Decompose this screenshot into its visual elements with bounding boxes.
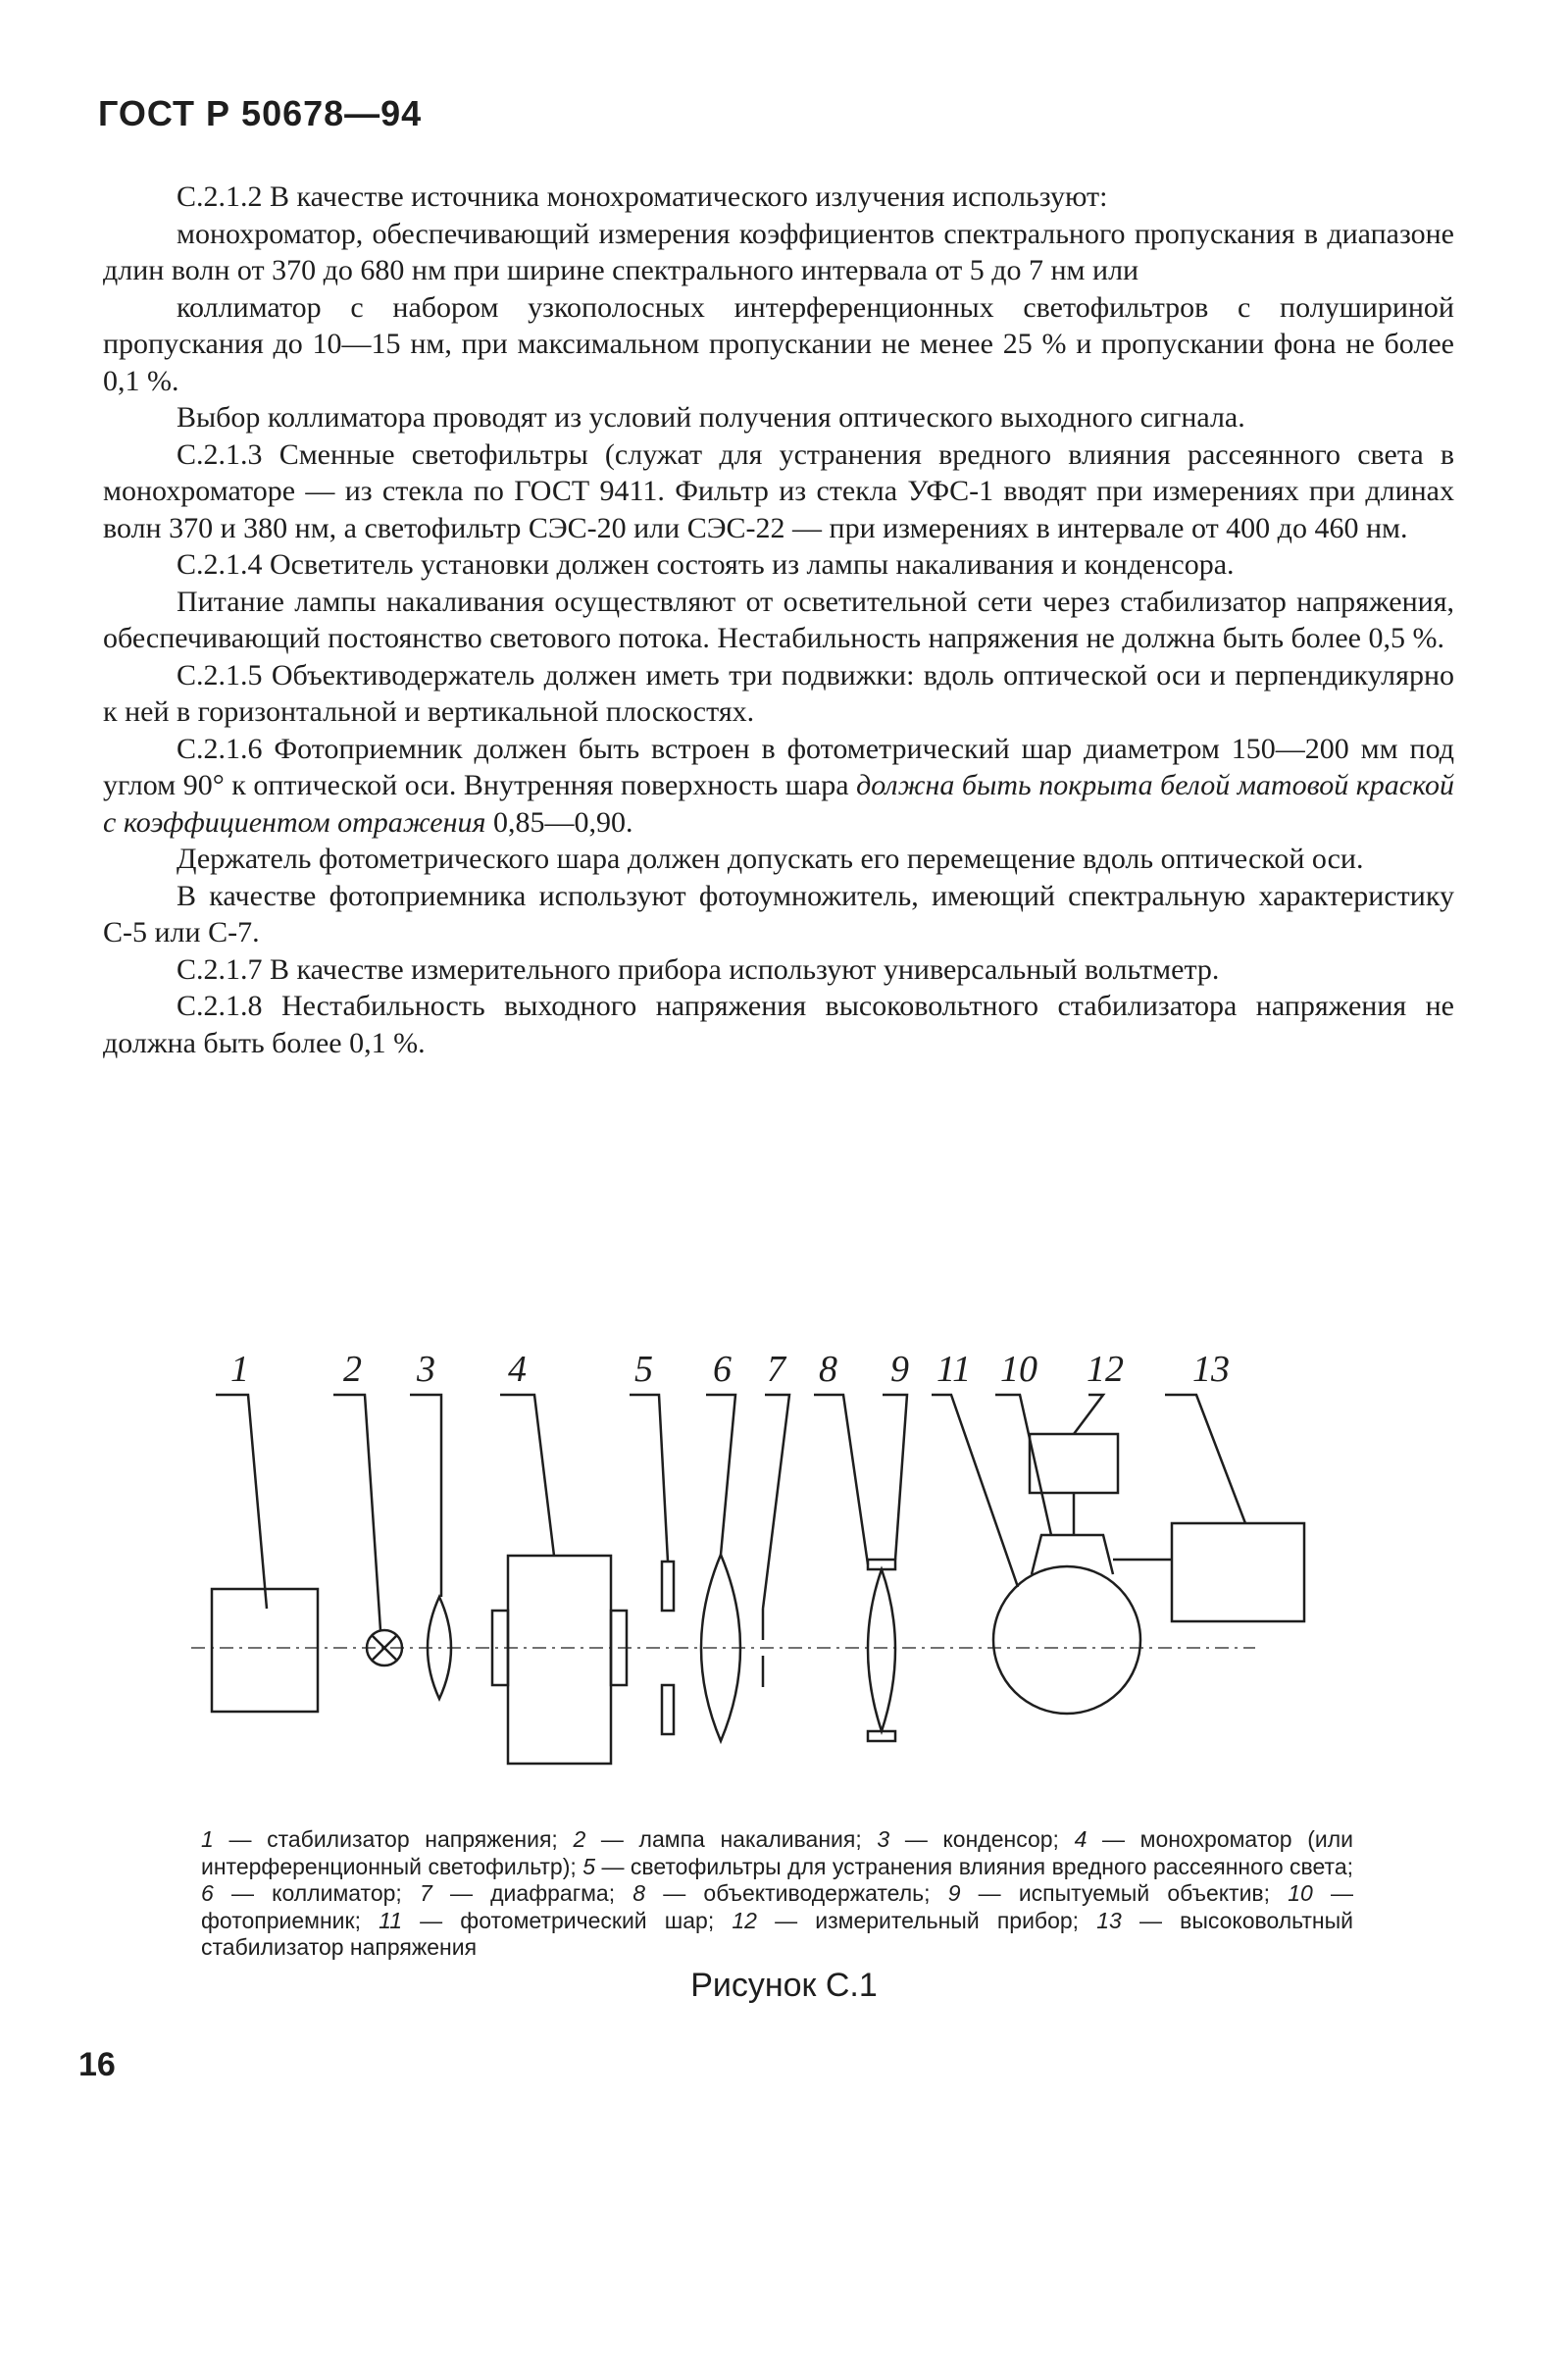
measuring-instrument-box xyxy=(1030,1434,1118,1493)
paragraph-photoreceiver xyxy=(103,731,1454,842)
callout-label-11: 11 xyxy=(936,1349,972,1390)
leader-line-3 xyxy=(410,1395,441,1597)
leader-line-6 xyxy=(706,1395,735,1555)
light-filter-upper xyxy=(662,1562,674,1611)
leader-line-8 xyxy=(814,1395,868,1564)
paragraph: С.2.1.7 В качестве измерительного прибора используют универсальный вольтметр. xyxy=(177,952,1220,986)
optical-setup-diagram xyxy=(177,1334,1373,1785)
caption-item-8: 8 — объективодержатель; xyxy=(632,1880,948,1906)
callout-label-13: 13 xyxy=(1192,1349,1230,1390)
paragraph: С.2.1.8 Нестабильность выходного напряжения высоковольтного стабилизатора напряжения не должна быть более 0,1 %. xyxy=(103,990,1454,1059)
paragraph: коллиматор с набором узкополосных интерференционных светофильтров с полушириной пропускания до 10—15 нм, при максимальном пропускании не менее 25 % и пропускании фона не более 0,1 %. xyxy=(103,290,1454,397)
paragraph: С.2.1.4 Осветитель установки должен состоять из лампы накаливания и конденсора. xyxy=(177,548,1235,581)
leader-line-7 xyxy=(763,1395,789,1609)
document-header: ГОСТ Р 50678—94 xyxy=(98,93,423,133)
caption-item-2: 2 — лампа накаливания; xyxy=(573,1826,878,1852)
leader-line-1 xyxy=(216,1395,267,1609)
paragraph: С.2.1.2 В качестве источника монохроматического излучения используют: xyxy=(177,180,1108,213)
caption-item-13: 13 — высоковольтный стабилизатор напряжения xyxy=(201,1907,1353,1960)
figure-title: Рисунок С.1 xyxy=(690,1967,878,2004)
photoreceiver-body xyxy=(1032,1535,1113,1574)
callout-label-2: 2 xyxy=(343,1349,362,1390)
page-number: 16 xyxy=(78,2046,116,2083)
paragraph-part-italic: должна быть покрыта белой матовой краской с коэффициентом отражения xyxy=(103,769,1454,839)
caption-item-7: 7 — диафрагма; xyxy=(419,1880,633,1906)
callout-label-8: 8 xyxy=(819,1349,837,1390)
leader-line-4 xyxy=(500,1395,554,1556)
leader-line-13 xyxy=(1165,1395,1245,1523)
optical-setup-figure xyxy=(177,1334,1373,1785)
paragraph: В качестве фотоприемника используют фотоумножитель, имеющий спектральную характеристику С-5 или С-7. xyxy=(103,879,1454,948)
photometric-sphere xyxy=(993,1566,1140,1714)
hv-stabilizer-box xyxy=(1172,1523,1304,1621)
paragraph: С.2.1.3 Сменные светофильтры (служат для устранения вредного влияния рассеянного света в монохроматоре — из стекла по ГОСТ 9411. Фильтр из стекла УФС-1 вводят при измерениях при длинах волн 370 и 380 нм, а светофильтр СЭС-20 или СЭС-22 — при измерениях в интервале от 400 до 460 нм. xyxy=(103,437,1454,544)
caption-item-6: 6 — коллиматор; xyxy=(201,1880,420,1906)
paragraph-part: С.2.1.6 Фотоприемник должен быть встроен в фотометрический шар диаметром 150—200 мм под углом 90° к оптической оси. Внутренняя поверхность шара xyxy=(103,732,1454,801)
callout-label-4: 4 xyxy=(508,1349,527,1390)
leader-line-11 xyxy=(932,1395,1018,1587)
callout-label-10: 10 xyxy=(1000,1349,1037,1390)
caption-item-5: 5 — светофильтры для устранения влияния вредного рассеянного света; xyxy=(582,1853,1354,1879)
light-filter-lower xyxy=(662,1685,674,1734)
callout-label-7: 7 xyxy=(767,1349,785,1390)
paragraph: Выбор коллиматора проводят из условий получения оптического выходного сигнала. xyxy=(177,401,1245,434)
callout-label-3: 3 xyxy=(417,1349,435,1390)
paragraph: Держатель фотометрического шара должен допускать его перемещение вдоль оптической оси. xyxy=(177,843,1364,875)
callout-label-6: 6 xyxy=(713,1349,732,1390)
voltage-stabilizer-box xyxy=(212,1589,318,1712)
leader-line-10 xyxy=(995,1395,1051,1535)
monochromator-box xyxy=(508,1556,611,1764)
callout-label-9: 9 xyxy=(890,1349,909,1390)
tested-objective-lens xyxy=(868,1569,895,1731)
callout-label-12: 12 xyxy=(1087,1349,1124,1390)
body-text xyxy=(103,179,1454,1061)
paragraph: С.2.1.5 Объективодержатель должен иметь три подвижки: вдоль оптической оси и перпендикулярно к ней в горизонтальной и вертикальной плоскостях. xyxy=(103,658,1454,728)
leader-line-5 xyxy=(630,1395,668,1562)
caption-item-11: 11 — фотометрический шар; xyxy=(379,1907,733,1933)
callout-label-5: 5 xyxy=(634,1349,653,1390)
leader-line-9 xyxy=(883,1395,907,1560)
leader-line-2 xyxy=(333,1395,380,1630)
leader-line-12 xyxy=(1074,1395,1103,1434)
caption-item-3: 3 — конденсор; xyxy=(877,1826,1075,1852)
caption-item-4: 4 — монохроматор (или интерференционный светофильтр); xyxy=(201,1826,1353,1879)
caption-item-1: 1 — стабилизатор напряжения; xyxy=(201,1826,574,1852)
caption-item-10: 10 — фотоприемник; xyxy=(201,1880,1354,1933)
paragraph: Питание лампы накаливания осуществляют от осветительной сети через стабилизатор напряжения, обеспечивающий постоянство светового потока. Нестабильность напряжения не должна быть более 0,5 %. xyxy=(103,585,1454,654)
figure-caption xyxy=(201,1826,1353,1962)
caption-item-9: 9 — испытуемый объектив; xyxy=(947,1880,1289,1906)
paragraph: монохроматор, обеспечивающий измерения коэффициентов спектрального пропускания в диапазоне длин волн от 370 до 680 нм при ширине спектрального интервала от 5 до 7 нм или xyxy=(103,217,1454,286)
callout-label-1: 1 xyxy=(230,1349,249,1390)
caption-item-12: 12 — измерительный прибор; xyxy=(732,1907,1097,1933)
paragraph-part: 0,85—0,90. xyxy=(492,805,633,839)
